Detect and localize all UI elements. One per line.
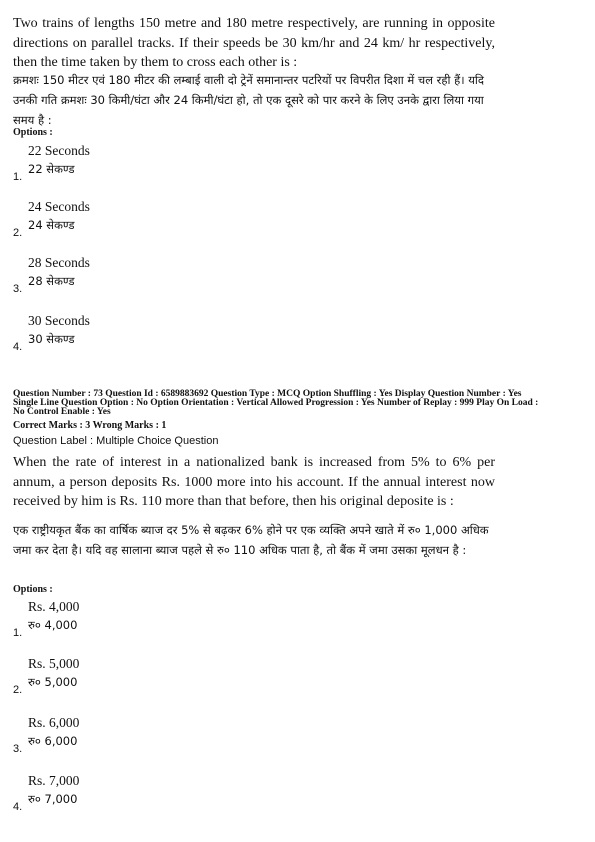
option-text-hi: रु० 7,000 <box>28 792 78 806</box>
question-text-hi: एक राष्ट्रीयकृत बैंक का वार्षिक ब्याज दर 5% से बढ़कर 6% होने पर एक व्यक्ति अपने खाते में रु० 1,000 अधिक जमा कर देता है। यदि वह सालाना ब्याज पहले से रु० 110 अधिक पाता है, तो बैंक में जमा उसका मूलधन है : <box>13 523 489 557</box>
option-number: 1. <box>13 171 23 183</box>
option-text-hi: 30 सेकण्ड <box>28 332 75 346</box>
question-meta-line: Question Number : 73 Question Id : 6589883692 Question Type : MCQ Option Shuffling : Yes Display Question Number : Yes <box>13 389 522 399</box>
options-label: Options : <box>13 584 53 595</box>
option-number: 2. <box>13 684 23 696</box>
options-label: Options : <box>13 127 53 138</box>
option-text-en: Rs. 4,000 <box>28 599 80 614</box>
question-label: Question Label : Multiple Choice Question <box>13 435 219 447</box>
option-number: 1. <box>13 627 23 639</box>
question-marks: Correct Marks : 3 Wrong Marks : 1 <box>13 420 167 431</box>
option-number: 4. <box>13 341 23 353</box>
question-text-en: Two trains of lengths 150 metre and 180 metre respectively, are running in opposite directions on parallel tracks. If their speeds be 30 km/hr and 24 km/ hr respectively, then the time taken by them to cross each other is : <box>13 16 495 70</box>
option-text-hi: 22 सेकण्ड <box>28 162 75 176</box>
option-text-en: Rs. 6,000 <box>28 715 80 730</box>
option-number: 2. <box>13 227 23 239</box>
option-text-en: 22 Seconds <box>28 143 90 158</box>
question-meta-line: Single Line Question Option : No Option Orientation : Vertical Allowed Progression : Yes Number of Replay : 999 Play On Load : <box>13 398 539 408</box>
option-text-hi: 28 सेकण्ड <box>28 274 75 288</box>
option-text-hi: 24 सेकण्ड <box>28 218 75 232</box>
option-number: 4. <box>13 801 23 813</box>
option-text-en: Rs. 7,000 <box>28 773 80 788</box>
option-number: 3. <box>13 743 23 755</box>
option-text-en: Rs. 5,000 <box>28 656 80 671</box>
option-text-en: 24 Seconds <box>28 199 90 214</box>
option-text-hi: रु० 4,000 <box>28 618 78 632</box>
option-text-en: 30 Seconds <box>28 313 90 328</box>
question-text-en: When the rate of interest in a nationalized bank is increased from 5% to 6% per annum, a person deposits Rs. 1000 more into his account. If the annual interest now received by him is Rs. 110 more than that before, then his original deposite is : <box>13 455 495 509</box>
option-text-en: 28 Seconds <box>28 255 90 270</box>
question-text-hi: क्रमशः 150 मीटर एवं 180 मीटर की लम्बाई वाली दो ट्रेनें समानान्तर पटरियों पर विपरीत दिशा में चल रही हैं। यदि उनकी गति क्रमशः 30 किमी/घंटा और 24 किमी/घंटा हो, तो एक दूसरे को पार करने के लिए उनके द्वारा लिया गया समय है : <box>13 73 484 127</box>
question-meta-line: No Control Enable : Yes <box>13 407 111 417</box>
option-number: 3. <box>13 283 23 295</box>
option-text-hi: रु० 6,000 <box>28 734 78 748</box>
option-text-hi: रु० 5,000 <box>28 675 78 689</box>
